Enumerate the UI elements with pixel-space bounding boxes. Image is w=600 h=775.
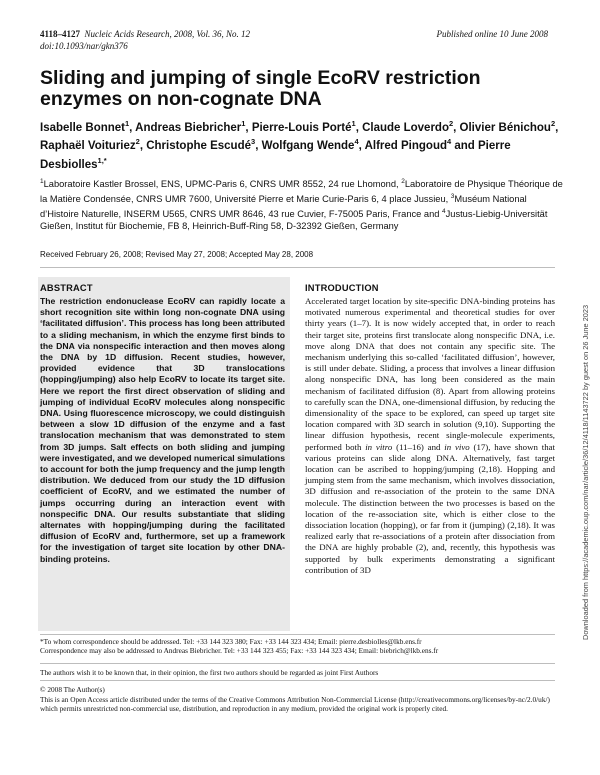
author-affiliation-mark: 2 xyxy=(448,119,454,128)
introduction-text xyxy=(305,296,555,576)
affiliation-text: Laboratoire Kastler Brossel, ENS, UPMC-Paris 6, CNRS UMR 8552, 24 rue Lhomond, xyxy=(43,179,402,190)
author-name: Wolfgang Wende xyxy=(261,140,355,153)
author-affiliation-mark: 2 xyxy=(550,119,556,128)
affiliations xyxy=(40,176,565,232)
divider xyxy=(40,663,555,664)
author-affiliation-mark: 1 xyxy=(351,119,356,128)
author-name: Pierre-Louis Porté xyxy=(251,121,352,134)
download-watermark xyxy=(579,210,591,640)
affiliation-text: Laboratoire de Physique Théorique de la Matière Condensée, CNRS UMR 7600, Université Pierre et Marie Curie-Paris 6, 4 place Jussieu, xyxy=(40,179,563,204)
intro-part-2: (11–16) and xyxy=(392,441,445,452)
divider xyxy=(40,634,555,635)
affiliation-number: 1 xyxy=(40,178,44,185)
page-range: 4118–4127 xyxy=(40,29,81,39)
author-affiliation-mark: 1 xyxy=(125,119,130,128)
author-affiliation-mark: 4 xyxy=(447,137,452,147)
author-name: Christophe Escudé xyxy=(146,140,252,153)
author-name: Alfred Pingoud xyxy=(364,140,447,153)
affiliation-number: 4 xyxy=(442,207,446,215)
author-list: Isabelle Bonnet$^1$, Andreas Biebricher$^1$, Pierre-Louis Porté$^1$, Claude Loverdo$^2$, Olivier Bénichou$^2$, Raphaël Voituriez$^2$, Christophe Escudé$^3$, Wolfgang Wende$^4$, Alfred Pingoud$^4$ and Pierre Desbiolles$^{1,*}$ xyxy=(40,119,559,171)
intro-part-1: Accelerated target location by site-specific DNA-binding proteins has motivated numerous experimental and theoretical studies for over thirty years (1–7). It is now widely accepted that, in order to reach their target site, proteins first translocate along nonspecific DNA, i.e. move along DNA that does not contain any specific site. The mechanism underlying this so-called ‘facilitated diffusion’, however, is still under debate. Sliding, a process that involves a linear diffusion along nonspecific DNA, has long been considered as the main mechanism of facilitated diffusion (8). Apart from allowing proteins to carefully scan the DNA, one-dimensional diffusion, by reducing the dimensionality of the space to be explored, can speed up target site location compared with 3D search in solution (9,10). Supporting the linear diffusion hypothesis, recent single-molecule experiments, performed both xyxy=(305,296,555,452)
received-dates: Received February 26, 2008; Revised May 27, 2008; Accepted May 28, 2008 xyxy=(40,250,314,259)
divider xyxy=(40,267,555,268)
author-name: Olivier Bénichou xyxy=(459,121,551,134)
author-name: Pierre Desbiolles xyxy=(40,140,511,171)
author-affiliation-mark: 4 xyxy=(354,137,359,147)
in-vivo-term: in vivo xyxy=(444,441,470,452)
journal-citation: Nucleic Acids Research, 2008, Vol. 36, No. 12 xyxy=(84,29,250,39)
abstract-text: The restriction endonuclease EcoRV can rapidly locate a short recognition site within long non-cognate DNA using ‘facilitated diffusion’. This process has long been attributed to a sliding mechanism, in which the enzyme first binds to the DNA via nonspecific interaction and then moves along the DNA by 1D diffusion. Recent studies, however, provided evidence that 3D translocations (hopping/jumping) also help EcoRV to locate its target site. Here we report the first direct observation of sliding and jumping of individual EcoRV molecules along nonspecific DNA. Using fluorescence microscopy, we could distinguish between a slow 1D diffusion of the enzyme and a fast translocation mechanism that was demonstrated to stem from 3D jumps. Salt effects on both sliding and jumping were investigated, and we developed numerical simulations to account for both the jump frequency and the jump length distribution. We deduced from our study the 1D diffusion coefficient of EcoRV, and we estimated the number of jumps occurring during an interaction event with nonspecific DNA. Our results substantiate that sliding alternates with hopping/jumping during the facilitated diffusion of EcoRV and, furthermore, set up a framework for the investigation of target site location by other DNA-binding proteins. xyxy=(40,296,285,564)
divider xyxy=(40,680,555,681)
author-name: Isabelle Bonnet xyxy=(40,121,125,134)
intro-part-3: (17), have shown that various proteins can slide along DNA. Alternatively, fast target location can be ascribed to hopping/jumping (2,18). Hopping and jumping stem from the same mechanism, which involves dissociation, 3D diffusion and re-association of the protein to the same DNA molecule. The distinction between the two processes is based on the location of the re-association site, which is either close to the dissociation location (hopping), or far from it (jumping) (2,18). It was realized early that re-associations of a protein after dissociation from the DNA are highly probable (2), and, recently, this hypothesis was supported by bulk experiments demonstrating a significant contribution of 3D xyxy=(305,441,555,575)
joint-authors-note: The authors wish it to be known that, in their opinion, the first two authors should be regarded as joint First Authors xyxy=(40,668,379,677)
download-note: Downloaded from https://academic.oup.com/nar/article/36/12/4118/1143722 by guest on 26 June 2023 xyxy=(581,304,590,640)
author-name: Claude Loverdo xyxy=(362,121,449,134)
author-affiliation-mark: 1 xyxy=(241,119,246,128)
affiliation-number: 3 xyxy=(450,192,455,200)
article-title: Sliding and jumping of single EcoRV restriction enzymes on non-cognate DNA xyxy=(40,67,481,110)
copyright: © 2008 The Author(s) xyxy=(40,685,105,694)
author-affiliation-mark: 3 xyxy=(251,137,256,147)
correspondence-footnote-alt: Correspondence may also be addressed to Andreas Biebricher. Tel: +33 144 323 455; Fax: +33 144 323 434; Email: biebrich@lkb.ens.fr xyxy=(40,646,439,655)
author-affiliation-mark: 1,* xyxy=(97,155,107,165)
in-vitro-term: in vitro xyxy=(365,441,393,452)
affiliation-text: Justus-Liebig-Universität Gießen, Institut für Biochemie, FB 8, Heinrich-Buff-Ring 58, D-32392 Gießen, Germany xyxy=(40,208,548,231)
publication-date: Published online 10 June 2008 xyxy=(436,29,548,39)
affiliation-text: Muséum National d’Histoire Naturelle, INSERM U565, CNRS UMR 8646, 43 rue Cuvier, F-75005 Paris, France and xyxy=(40,193,527,219)
abstract-heading: ABSTRACT xyxy=(40,283,93,293)
doi: doi:10.1093/nar/gkn376 xyxy=(40,40,128,51)
author-name: Andreas Biebricher xyxy=(135,121,242,134)
author-affiliation-mark: 2 xyxy=(135,137,140,147)
affiliation-number: 2 xyxy=(401,178,405,185)
correspondence-footnote: *To whom correspondence should be addressed. Tel: +33 144 323 380; Fax: +33 144 323 434; Email: pierre.desbiolles@lkb.ens.fr xyxy=(40,637,422,646)
introduction-heading: INTRODUCTION xyxy=(305,283,379,293)
journal-header xyxy=(40,29,250,52)
author-name: Raphaël Voituriez xyxy=(40,140,136,153)
license-text: This is an Open Access article distributed under the terms of the Creative Commons Attribution Non-Commercial License (http://creativecommons.org/licenses/by-nc/2.0/uk/) which permits unrestricted non-commercial use, distribution, and reproduction in any medium, provided the original work is properly cited. xyxy=(40,695,550,714)
